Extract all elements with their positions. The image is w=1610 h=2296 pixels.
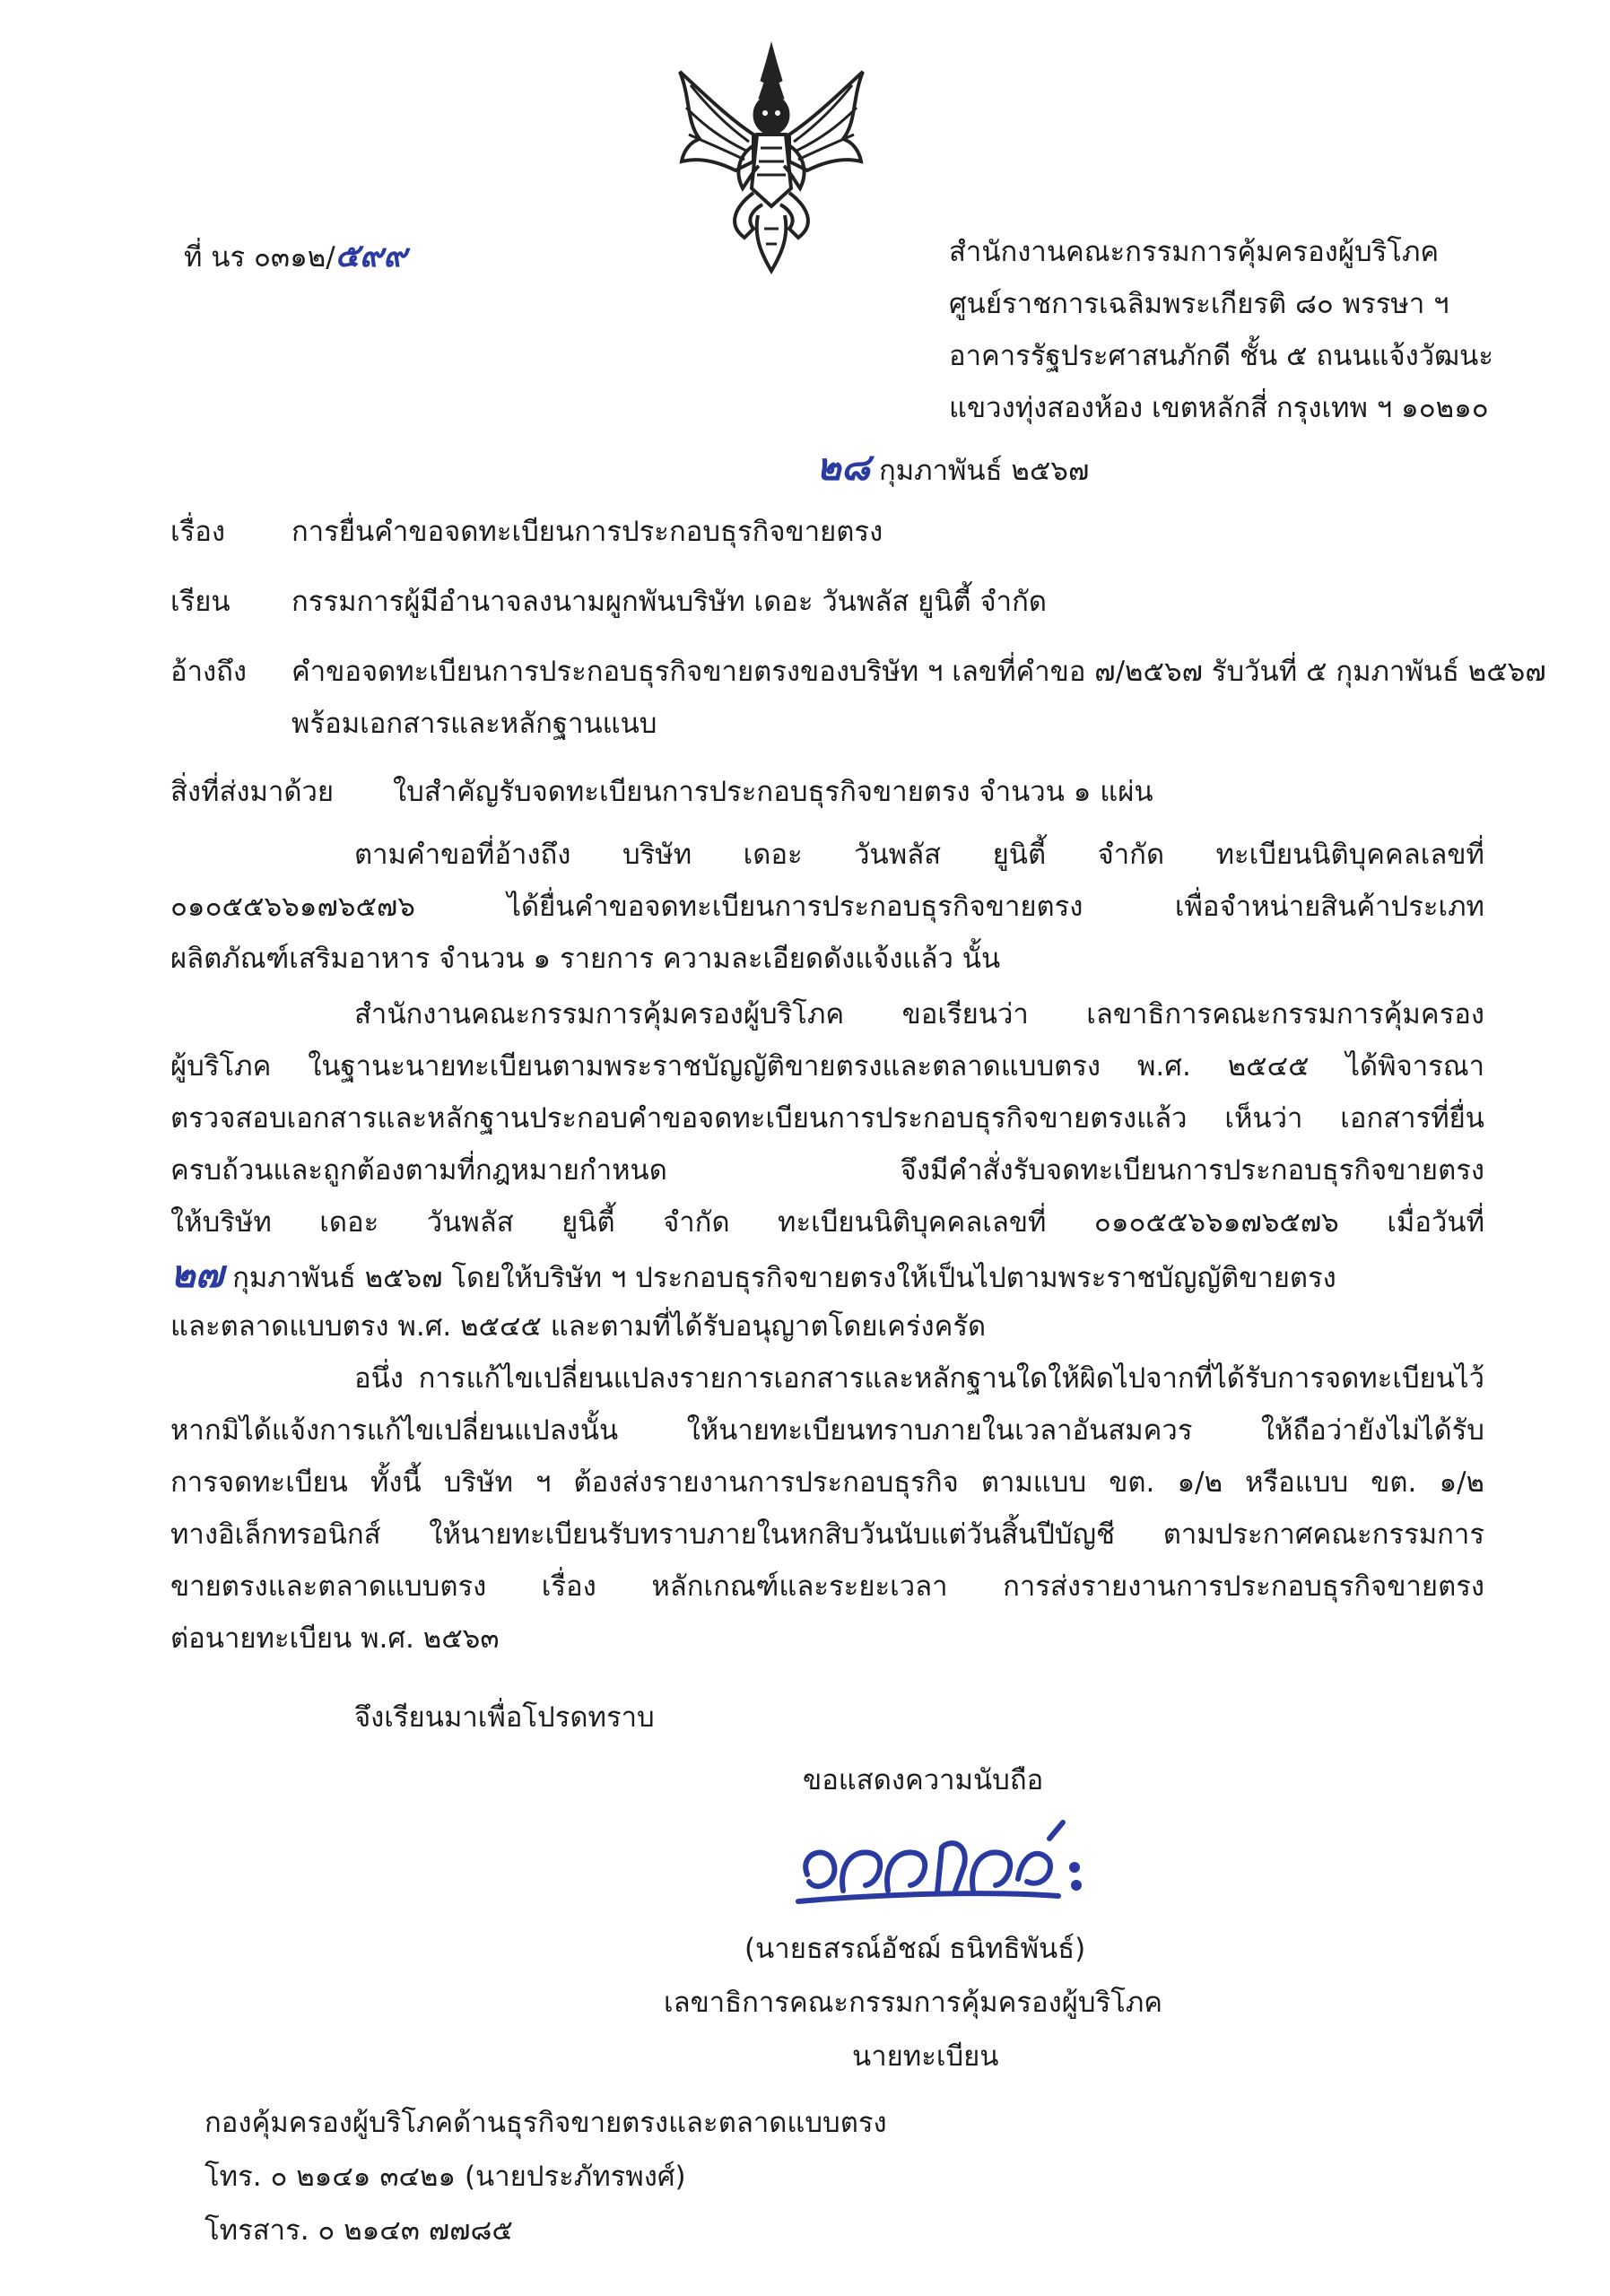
paragraph-2-line: สำนักงานคณะกรรมการคุ้มครองผู้บริโภค ขอเรียนว่า เลขาธิการคณะกรรมการคุ้มครอง [354, 998, 1484, 1031]
paragraph-3 [170, 1352, 1484, 1665]
enclosure-label: สิ่งที่ส่งมาด้วย [170, 776, 335, 808]
paragraph-2-line-6-rest: กุมภาพันธ์ ๒๕๖๗ โดยให้บริษัท ฯ ประกอบธุรกิจขายตรงให้เป็นไปตามพระราชบัญญัติขายตรง [232, 1262, 1336, 1294]
date-day-handwritten: ๒๘ [816, 445, 871, 489]
document-number [184, 240, 407, 273]
paragraph-1-line: ตามคำขอที่อ้างถึง บริษัท เดอะ วันพลัส ยูนิตี้ จำกัด ทะเบียนนิติบุคคลเลขที่ [354, 839, 1484, 871]
paragraph-1 [170, 829, 1484, 985]
office-line-3: อาคารรัฐประศาสนภักดี ชั้น ๕ ถนนแจ้งวัฒนะ [949, 340, 1494, 372]
footer-division: กองคุ้มครองผู้บริโภคด้านธุรกิจขายตรงและตลาดแบบตรง [205, 2107, 887, 2139]
office-line-1: สำนักงานคณะกรรมการคุ้มครองผู้บริโภค [949, 236, 1440, 268]
paragraph-3-line: หากมิได้แจ้งการแก้ไขเปลี่ยนแปลงนั้น ให้นายทะเบียนทราบภายในเวลาอันสมควร ให้ถือว่ายังไม่ได้รับ [170, 1414, 1484, 1447]
regards-line: ขอแสดงความนับถือ [803, 1764, 1044, 1796]
date-month-year: กุมภาพันธ์ ๒๕๖๗ [878, 455, 1090, 487]
document-number-prefix: ที่ นร ๐๓๑๒/ [184, 241, 335, 274]
signer-role: นายทะเบียน [852, 2040, 999, 2073]
letter-date [816, 445, 1090, 489]
signer-name: (นายธสรณ์อัชฌ์ ธนิทธิพันธ์) [744, 1933, 1086, 1965]
signer-position: เลขาธิการคณะกรรมการคุ้มครองผู้บริโภค [664, 1987, 1163, 2019]
paragraph-2-line: ตรวจสอบเอกสารและหลักฐานประกอบคำขอจดทะเบียนการประกอบธุรกิจขายตรงแล้ว เห็นว่า เอกสารที่ยื่น [170, 1102, 1484, 1135]
office-line-4: แขวงทุ่งสองห้อง เขตหลักสี่ กรุงเทพ ฯ ๑๐๒๑๐ [949, 392, 1489, 424]
paragraph-2-line: ครบถ้วนและถูกต้องตามที่กฎหมายกำหนด จึงมีคำสั่งรับจดทะเบียนการประกอบธุรกิจขายตรง [170, 1154, 1484, 1187]
recipient-text: กรรมการผู้มีอำนาจลงนามผูกพันบริษัท เดอะ วันพลัส ยูนิตี้ จำกัด [292, 586, 1047, 618]
subject-label: เรื่อง [170, 516, 226, 548]
paragraph-2-line: ให้บริษัท เดอะ วันพลัส ยูนิตี้ จำกัด ทะเบียนนิติบุคคลเลขที่ ๐๑๐๕๕๖๖๑๗๖๕๗๖ เมื่อวันที่ [170, 1206, 1484, 1239]
paragraph-2-line: ผู้บริโภค ในฐานะนายทะเบียนตามพระราชบัญญัติขายตรงและตลาดแบบตรง พ.ศ. ๒๕๔๕ ได้พิจารณา [170, 1050, 1484, 1083]
handwritten-signature [789, 1812, 1085, 1910]
paragraph-2-line: และตลาดแบบตรง พ.ศ. ๒๕๔๕ และตามที่ได้รับอนุญาตโดยเคร่งครัด [170, 1310, 987, 1343]
paragraph-2-day-handwritten: ๒๗ [170, 1252, 224, 1296]
reference-label: อ้างถึง [170, 656, 248, 688]
enclosure-text: ใบสำคัญรับจดทะเบียนการประกอบธุรกิจขายตรง จำนวน ๑ แผ่น [393, 776, 1153, 808]
subject-text: การยื่นคำขอจดทะเบียนการประกอบธุรกิจขายตรง [292, 516, 883, 548]
document-number-handwritten: ๕๙๙ [335, 238, 407, 274]
office-line-2: ศูนย์ราชการเฉลิมพระเกียรติ ๘๐ พรรษา ฯ [949, 288, 1449, 320]
footer-phone: โทร. ๐ ๒๑๔๑ ๓๔๒๑ (นายประภัทรพงศ์) [205, 2161, 686, 2193]
reference-line-2: พร้อมเอกสารและหลักฐานแนบ [292, 708, 657, 740]
closing-line: จึงเรียนมาเพื่อโปรดทราบ [354, 1701, 655, 1734]
paragraph-3-line: ขายตรงและตลาดแบบตรง เรื่อง หลักเกณฑ์และระยะเวลา การส่งรายงานการประกอบธุรกิจขายตรง [170, 1570, 1484, 1603]
paragraph-2 [170, 988, 1484, 1352]
paragraph-3-line: ต่อนายทะเบียน พ.ศ. ๒๕๖๓ [170, 1622, 500, 1655]
paragraph-3-line: การจดทะเบียน ทั้งนี้ บริษัท ฯ ต้องส่งรายงานการประกอบธุรกิจ ตามแบบ ขต. ๑/๒ หรือแบบ ขต. ๑/๒ [170, 1466, 1484, 1499]
paragraph-1-line: ๐๑๐๕๕๖๖๑๗๖๕๗๖ ได้ยื่นคำขอจดทะเบียนการประกอบธุรกิจขายตรง เพื่อจำหน่ายสินค้าประเภท [170, 891, 1484, 923]
paragraph-3-line: ทางอิเล็กทรอนิกส์ ให้นายทะเบียนรับทราบภายในหกสิบวันนับแต่วันสิ้นปีบัญชี ตามประกาศคณะกรรมการ [170, 1518, 1484, 1551]
paragraph-2-line-date [170, 1248, 1484, 1300]
footer-fax: โทรสาร. ๐ ๒๑๔๓ ๗๗๘๕ [205, 2214, 513, 2247]
reference-line-1: คำขอจดทะเบียนการประกอบธุรกิจขายตรงของบริษัท ฯ เลขที่คำขอ ๗/๒๕๖๗ รับวันที่ ๕ กุมภาพันธ์ ๒๕๖๗ [292, 656, 1546, 688]
paragraph-1-line: ผลิตภัณฑ์เสริมอาหาร จำนวน ๑ รายการ ความละเอียดดังแจ้งแล้ว นั้น [170, 943, 1001, 975]
garuda-emblem-icon [664, 36, 879, 278]
recipient-label: เรียน [170, 586, 231, 618]
paragraph-3-line: อนึ่ง การแก้ไขเปลี่ยนแปลงรายการเอกสารและหลักฐานใดให้ผิดไปจากที่ได้รับการจดทะเบียนไว้ [354, 1362, 1484, 1395]
